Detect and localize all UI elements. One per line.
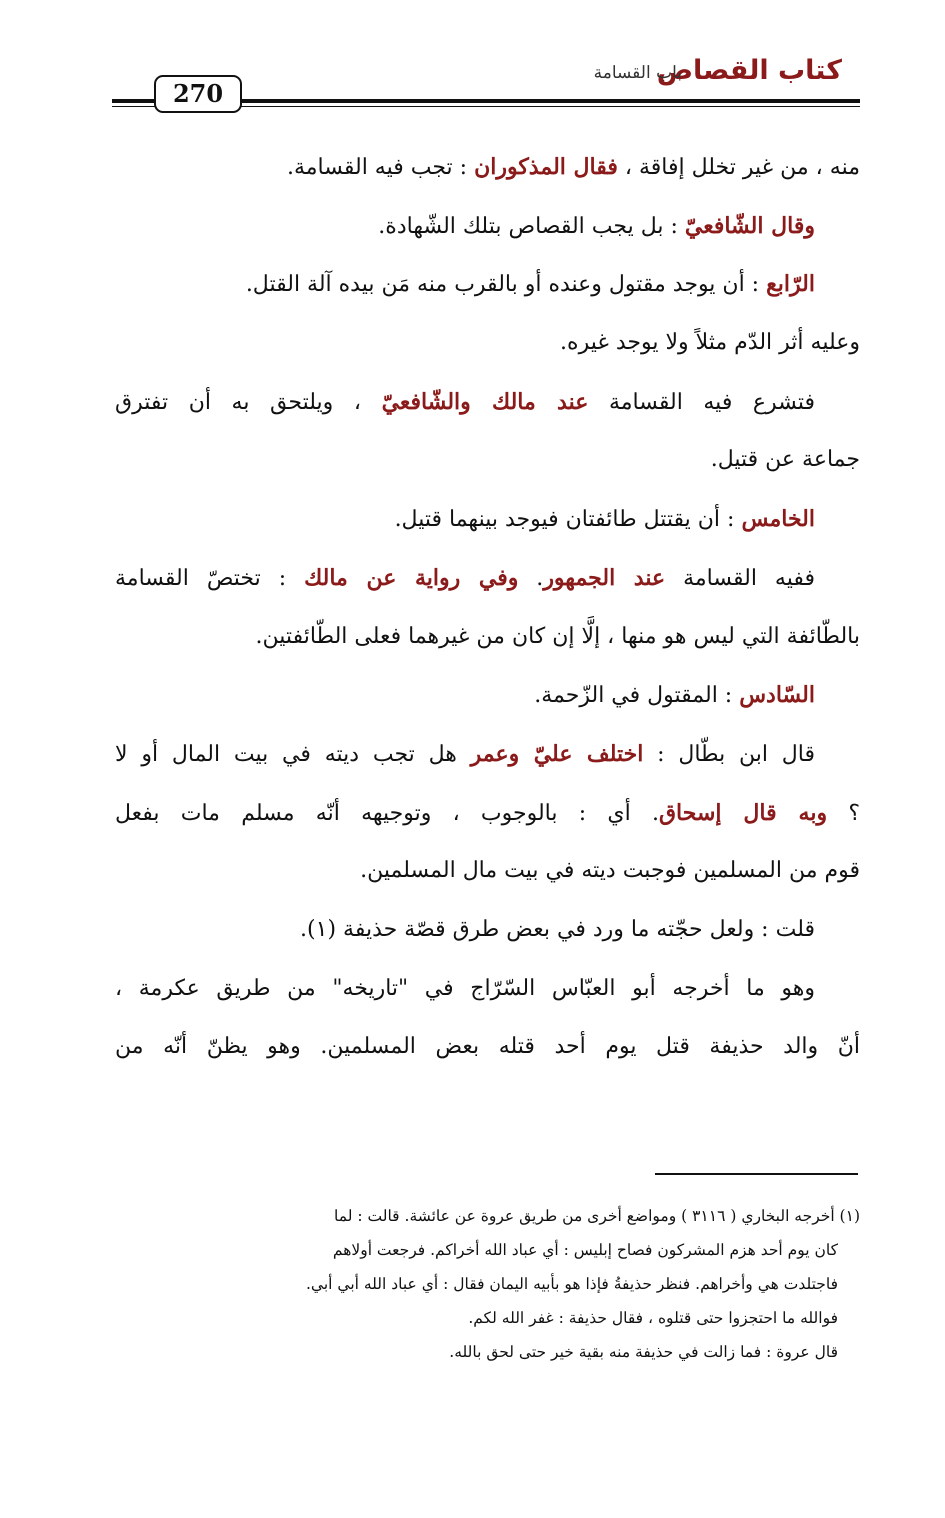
text-line <box>115 1018 860 1077</box>
text-run: : أن يوجد مقتول وعنده أو بالقرب منه مَن بيده آلة القتل. <box>245 272 767 298</box>
highlighted-phrase: عند مالك والشّافعيّ <box>381 388 589 415</box>
footnotes <box>115 1199 860 1369</box>
footnote-line: (١) أخرجه البخاري ( ٣١١٦ ) ومواضع أخرى من طريق عروة عن عائشة. قالت : لما <box>334 1207 860 1225</box>
text-run: قلت : ولعل حجّته ما ورد في بعض طرق قصّة حذيفة (١). <box>300 916 815 942</box>
footnote-line: قال عروة : فما زالت في حذيفة منه بقية خير حتى لحق بالله. <box>449 1343 838 1361</box>
highlighted-phrase: السّادس <box>739 682 815 709</box>
text-line <box>115 666 860 725</box>
text-run: : المقتول في الزّحمة. <box>534 683 740 709</box>
text-run: ؟ <box>827 800 860 826</box>
text-run: أنّ والد حذيفة قتل يوم أحد قتله بعض المسلمين. وهو يظنّ أنّه من <box>115 1034 860 1060</box>
text-line <box>115 431 860 490</box>
text-line <box>115 842 860 901</box>
highlighted-phrase: وفي رواية عن مالك <box>304 564 519 591</box>
text-line <box>115 901 860 960</box>
book-title: كتاب القصاص <box>656 55 842 86</box>
highlighted-phrase: عند الجمهور <box>543 564 666 591</box>
chapter-title: باب القسامة <box>593 63 682 83</box>
text-run: . <box>518 565 544 591</box>
text-run: قوم من المسلمين فوجبت ديته في بيت مال المسلمين. <box>360 858 860 884</box>
text-line <box>115 549 860 608</box>
text-run: وهو ما أخرجه أبو العبّاس السّرّاج في "تاريخه" من طريق عكرمة ، <box>115 975 815 1001</box>
text-run: جماعة عن قتيل. <box>710 447 860 473</box>
footnote-line: كان يوم أحد هزم المشركون فصاح إبليس : أي عباد الله أخراكم. فرجعت أولاهم <box>332 1241 838 1259</box>
text-line <box>115 255 860 314</box>
text-run: : بل يجب القصاص بتلك الشّهادة. <box>378 213 685 239</box>
highlighted-phrase: وبه قال إسحاق <box>658 799 828 826</box>
footnote-line: فوالله ما احتجزوا حتى قتلوه ، فقال حذيفة : غفر الله لكم. <box>468 1309 838 1327</box>
text-line <box>115 197 860 256</box>
text-line <box>115 138 860 197</box>
text-run: : تجب فيه القسامة. <box>286 155 475 180</box>
text-line <box>115 608 860 667</box>
text-line <box>115 725 860 784</box>
text-line <box>115 373 860 432</box>
page-number: 270 <box>154 75 242 113</box>
text-run: ، ويلتحق به أن تفترق <box>115 389 382 415</box>
highlighted-phrase: الرّابع <box>766 271 815 298</box>
highlighted-phrase: فقال المذكوران <box>474 154 618 180</box>
text-run: قال ابن بطّال : <box>643 741 815 767</box>
main-text <box>115 138 860 1077</box>
text-run: وعليه أثر الدّم مثلاً ولا يوجد غيره. <box>560 330 860 356</box>
text-run: : تختصّ القسامة <box>115 565 305 591</box>
text-run: . أي : بالوجوب ، وتوجيهه أنّه مسلم مات بفعل <box>115 800 659 826</box>
text-run: بالطّائفة التي ليس هو منها ، إلَّا إن كان من غيرهما فعلى الطّائفتين. <box>255 623 860 649</box>
text-line <box>115 960 860 1019</box>
text-run: فتشرع فيه القسامة <box>588 389 815 415</box>
highlighted-phrase: وقال الشّافعيّ <box>684 212 815 239</box>
text-line <box>115 784 860 843</box>
highlighted-phrase: اختلف عليّ وعمر <box>470 740 644 767</box>
text-run: منه ، من غير تخلل إفاقة ، <box>617 155 860 180</box>
text-run: هل تجب ديته في بيت المال أو لا <box>115 741 471 767</box>
page-header <box>112 55 860 125</box>
text-run: ففيه القسامة <box>665 565 815 591</box>
text-line <box>115 490 860 549</box>
text-run: : أن يقتتل طائفتان فيوجد بينهما قتيل. <box>394 507 742 533</box>
text-line <box>115 314 860 373</box>
footnote-line: فاجتلدت هي وأخراهم. فنظر حذيفةُ فإذا هو بأبيه اليمان فقال : أي عباد الله أبي أبي. <box>306 1275 838 1293</box>
highlighted-phrase: الخامس <box>741 506 815 533</box>
footnote-separator <box>655 1173 858 1175</box>
